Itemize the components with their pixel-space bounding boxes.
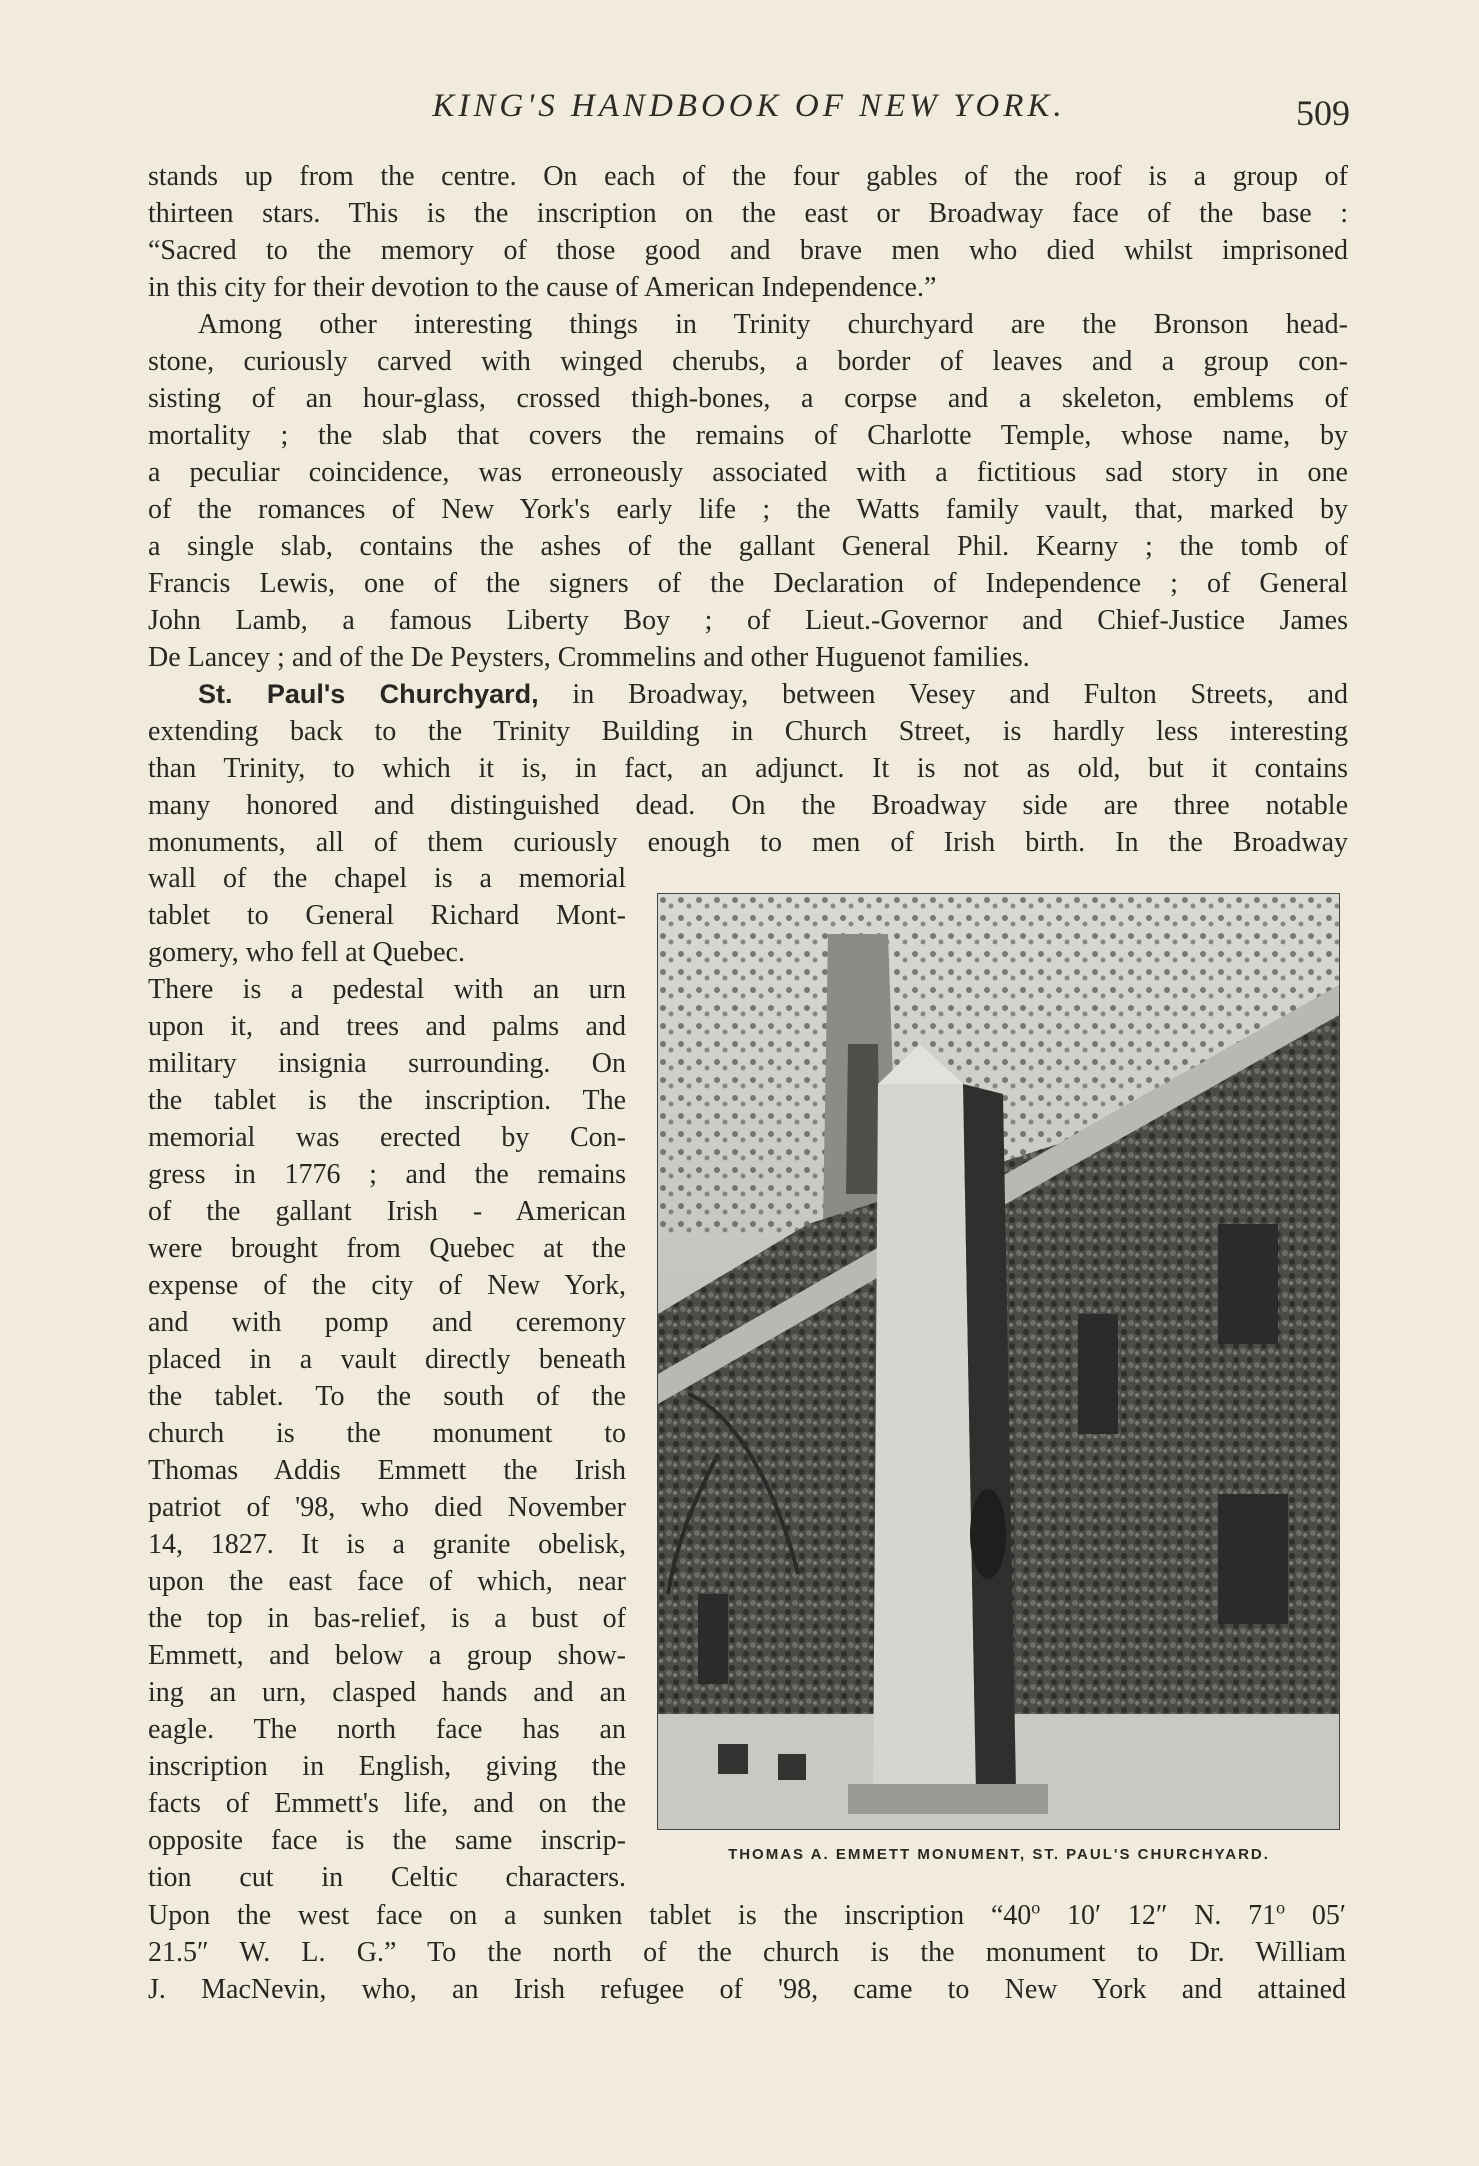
text-line: expense of the city of New York,: [148, 1270, 626, 1301]
text-line: Francis Lewis, one of the signers of the Declaration of Independence ; of General: [148, 568, 1348, 599]
text-line: opposite face is the same inscrip-: [148, 1825, 626, 1856]
text-line: 14, 1827. It is a granite obelisk,: [148, 1529, 626, 1560]
text-line: of the romances of New York's early life ; the Watts family vault, that, marked by: [148, 494, 1348, 525]
text-line: the top in bas-relief, is a bust of: [148, 1603, 626, 1634]
text-line: gress in 1776 ; and the remains: [148, 1159, 626, 1190]
text-line: gomery, who fell at Quebec.: [148, 937, 465, 968]
text-line: patriot of '98, who died November: [148, 1492, 626, 1523]
degree-mark: o: [1031, 1897, 1041, 1918]
text-line: John Lamb, a famous Liberty Boy ; of Lieut.-Governor and Chief-Justice James: [148, 605, 1348, 636]
text-line: than Trinity, to which it is, in fact, an adjunct. It is not as old, but it contains: [148, 753, 1348, 784]
text-line: Among other interesting things in Trinity churchyard are the Bronson head-: [198, 309, 1348, 340]
text-line: of the gallant Irish - American: [148, 1196, 626, 1227]
photo-frame: [657, 893, 1340, 1830]
text-line-rest: in Broadway, between Vesey and Fulton Streets, and: [538, 679, 1348, 710]
text-line: in this city for their devotion to the cause of American Independence.”: [148, 272, 937, 303]
text-line: sisting of an hour-glass, crossed thigh-bones, a corpse and a skeleton, emblems of: [148, 383, 1348, 414]
page-header: [148, 88, 1350, 138]
text-line: J. MacNevin, who, an Irish refugee of '98, came to New York and attained: [148, 1974, 1346, 2005]
text-fragment: 05′: [1285, 1900, 1346, 1931]
running-title: KING'S HANDBOOK OF NEW YORK.: [432, 88, 1066, 124]
text-line: a single slab, contains the ashes of the gallant General Phil. Kearny ; the tomb of: [148, 531, 1348, 562]
text-line: church is the monument to: [148, 1418, 626, 1449]
text-line: placed in a vault directly beneath: [148, 1344, 626, 1375]
text-line: facts of Emmett's life, and on the: [148, 1788, 626, 1819]
degree-mark: o: [1276, 1897, 1286, 1918]
emmett-monument-photo: [657, 893, 1340, 1830]
text-line: upon it, and trees and palms and: [148, 1011, 626, 1042]
text-line: military insignia surrounding. On: [148, 1048, 626, 1079]
text-line: stone, curiously carved with winged cherubs, a border of leaves and a group con-: [148, 346, 1348, 377]
text-line: the tablet is the inscription. The: [148, 1085, 626, 1116]
text-line: tablet to General Richard Mont-: [148, 900, 626, 931]
text-line: inscription in English, giving the: [148, 1751, 626, 1782]
text-line: ing an urn, clasped hands and an: [148, 1677, 626, 1708]
text-line: the tablet. To the south of the: [148, 1381, 626, 1412]
text-line: Emmett, and below a group show-: [148, 1640, 626, 1671]
text-fragment: 10′ 12″ N. 71: [1040, 1900, 1277, 1931]
text-line: tion cut in Celtic characters.: [148, 1862, 626, 1893]
page-number: 509: [1296, 93, 1350, 133]
text-fragment: Upon the west face on a sunken tablet is the inscription “40: [148, 1900, 1032, 1931]
text-line: eagle. The north face has an: [148, 1714, 626, 1745]
text-line: 21.5″ W. L. G.” To the north of the church is the monument to Dr. William: [148, 1937, 1346, 1968]
section-heading: St. Paul's Churchyard,: [198, 679, 539, 709]
text-line: a peculiar coincidence, was erroneously associated with a fictitious sad story in one: [148, 457, 1348, 488]
text-line: upon the east face of which, near: [148, 1566, 626, 1597]
body-text-top: [148, 158, 1348, 861]
text-line: thirteen stars. This is the inscription on the east or Broadway face of the base :: [148, 198, 1348, 229]
text-line-with-coordinates: [148, 1897, 1346, 1934]
text-line: were brought from Quebec at the: [148, 1233, 626, 1264]
text-line: There is a pedestal with an urn: [148, 974, 626, 1005]
text-line: monuments, all of them curiously enough to men of Irish birth. In the Broadway: [148, 827, 1348, 858]
text-line: and with pomp and ceremony: [148, 1307, 626, 1338]
text-line: mortality ; the slab that covers the remains of Charlotte Temple, whose name, by: [148, 420, 1348, 451]
text-line: wall of the chapel is a memorial: [148, 863, 626, 894]
figure-caption: THOMAS A. EMMETT MONUMENT, ST. PAUL'S CHURCHYARD.: [728, 1846, 1270, 1863]
st-pauls-paragraph-start: [148, 676, 1348, 713]
text-line: many honored and distinguished dead. On the Broadway side are three notable: [148, 790, 1348, 821]
text-line: De Lancey ; and of the De Peysters, Crommelins and other Huguenot families.: [148, 642, 1030, 673]
body-text-bottom: [148, 1897, 1346, 2008]
monument-photo-illustration: [658, 894, 1340, 1830]
text-line: “Sacred to the memory of those good and brave men who died whilst imprisoned: [148, 235, 1348, 266]
left-column-text: [148, 860, 626, 1896]
text-line: Thomas Addis Emmett the Irish: [148, 1455, 626, 1486]
text-line: extending back to the Trinity Building in Church Street, is hardly less interesting: [148, 716, 1348, 747]
text-line: memorial was erected by Con-: [148, 1122, 626, 1153]
text-line: stands up from the centre. On each of the four gables of the roof is a group of: [148, 161, 1348, 192]
